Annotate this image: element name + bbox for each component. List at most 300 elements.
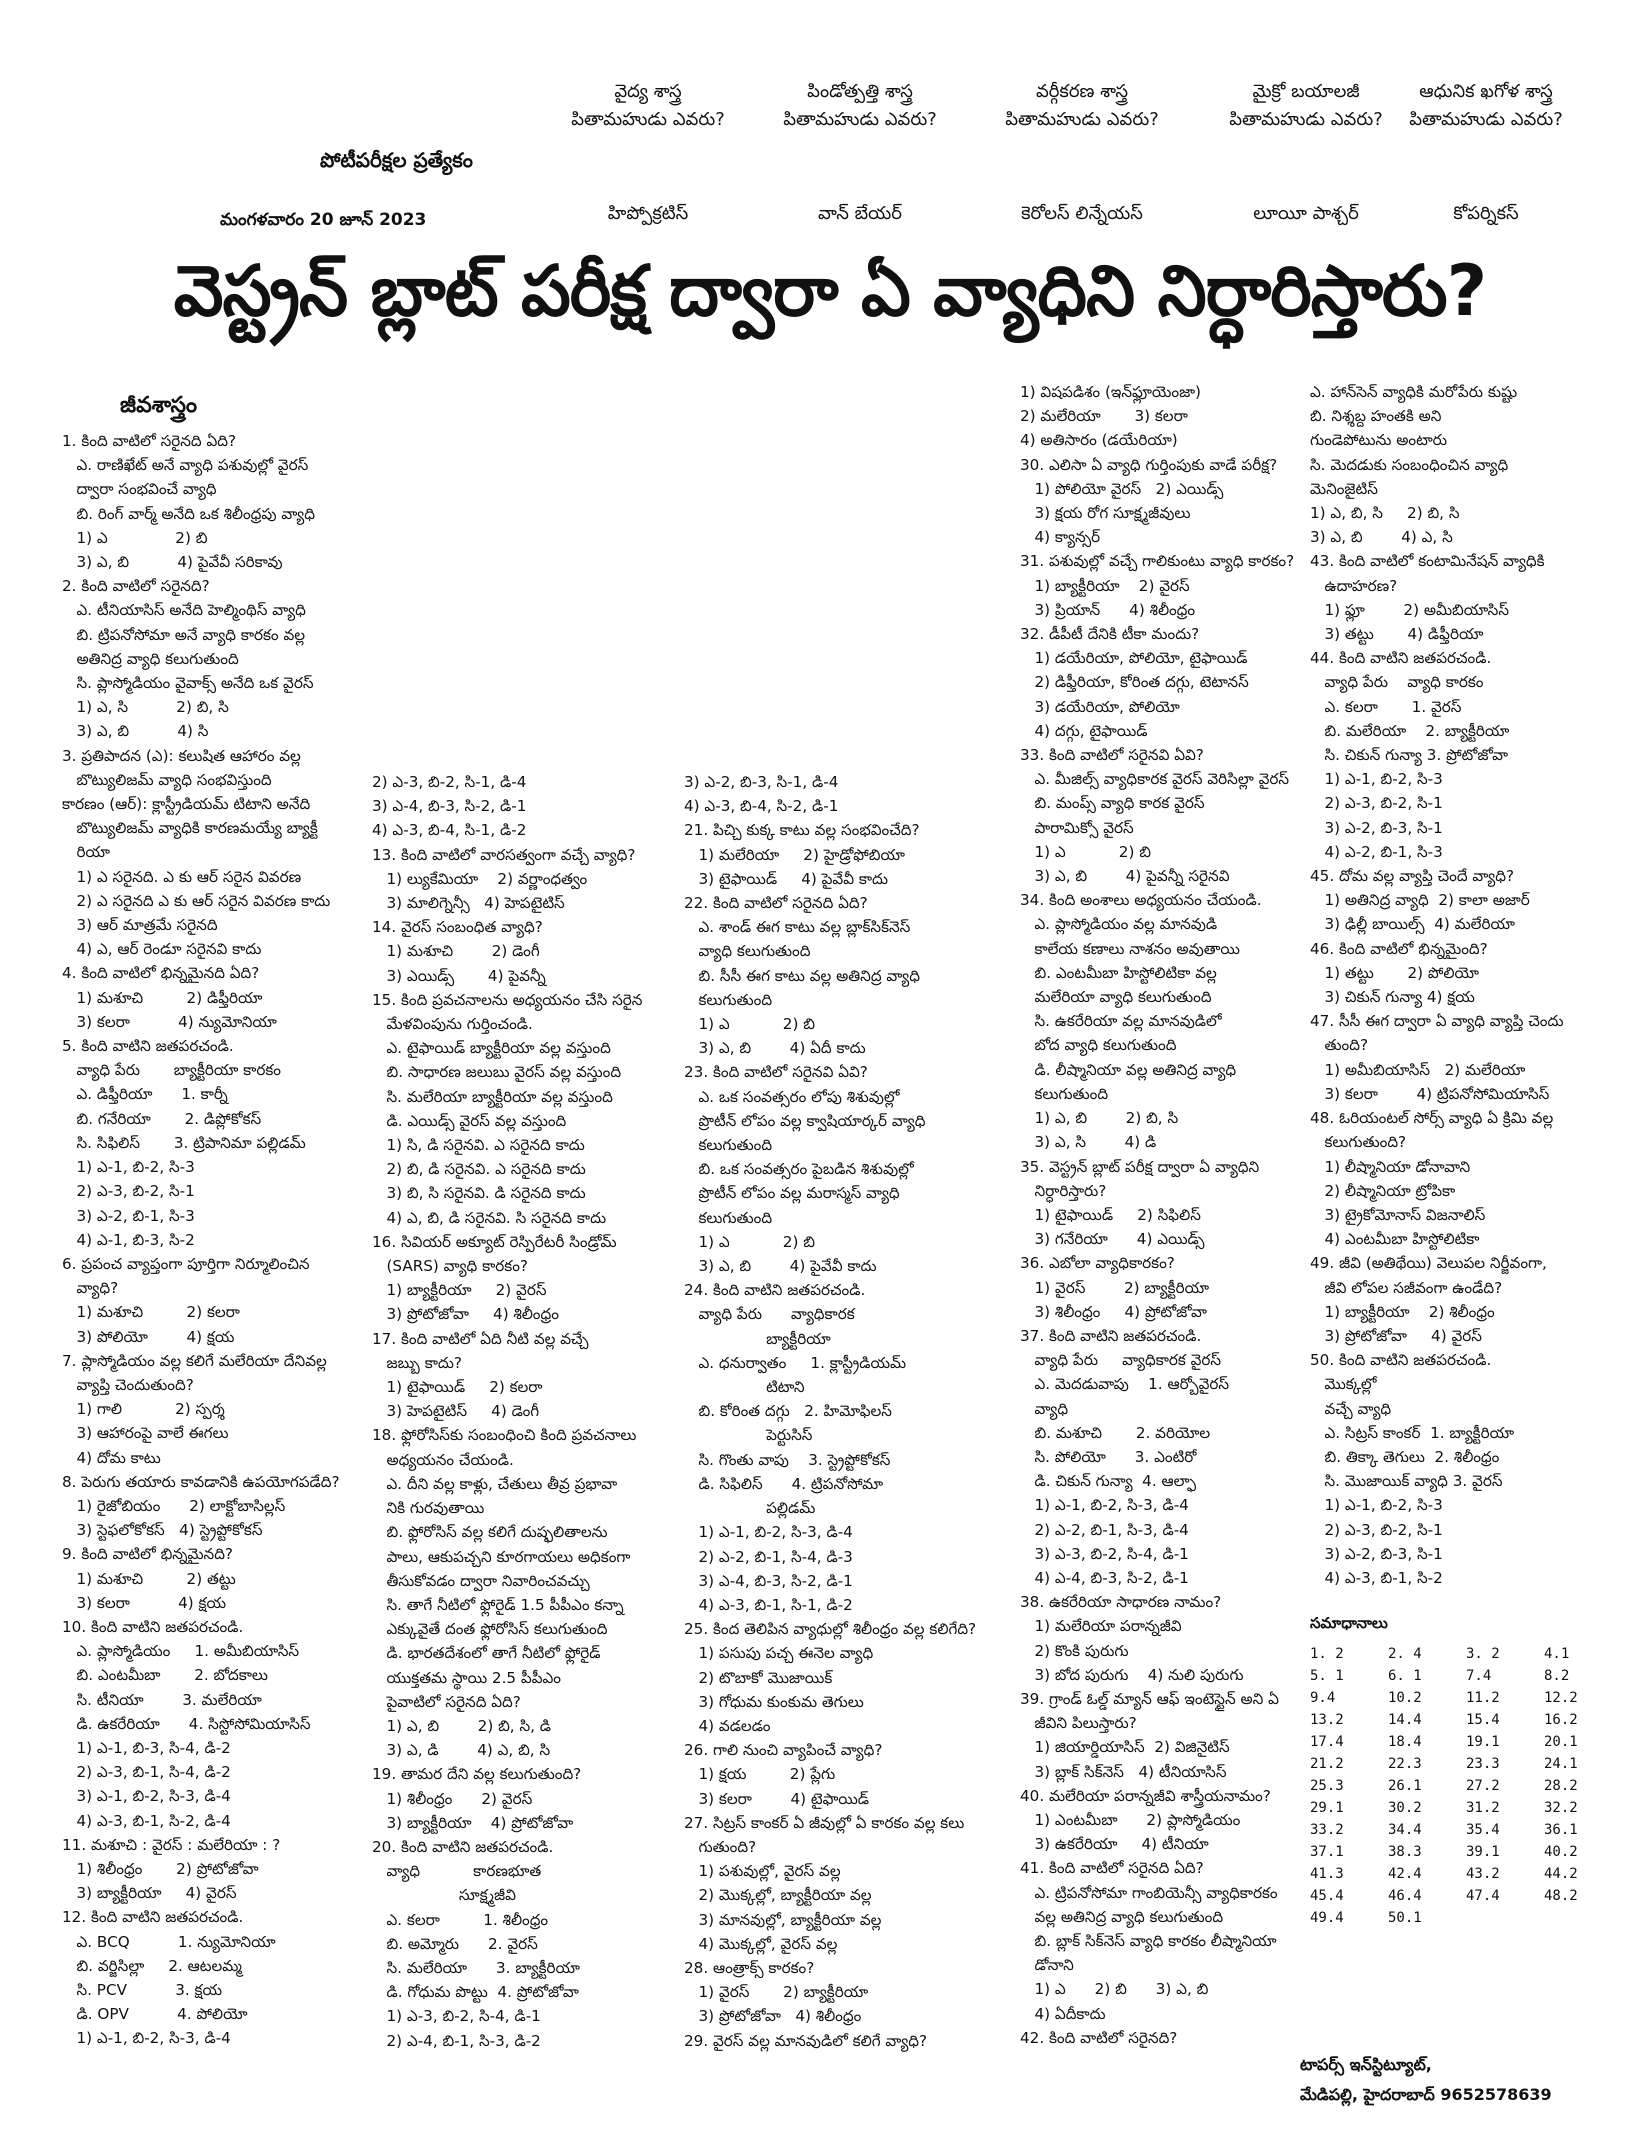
text-line: 1) ఎ 2) బి xyxy=(1020,842,1151,861)
text-line: 29. వైరస్ వల్ల మానవుడిలో కలిగే వ్యాధి? xyxy=(684,2031,928,2050)
text-line: 2) ఎ-3, బి-2, సి-1 xyxy=(1310,794,1443,813)
text-line: 1) అతినిద్ర వ్యాధి 2) కాలా అజార్ xyxy=(1310,891,1530,910)
text-line: 2) డిఫ్తీరియా, కోరింత దగ్గు, టెటానస్ xyxy=(1020,673,1249,692)
quiz-question-line: పితామహుడు ఎవరు? xyxy=(1229,109,1383,130)
text-line: 12. కింది వాటిని జతపరచండి. xyxy=(62,1908,244,1927)
text-line: పల్లిడమ్ xyxy=(684,1499,816,1518)
text-line: 3) ట్రైకోమోనాస్ విజనాలిస్ xyxy=(1310,1205,1486,1224)
text-line: 3) ఎ, డి 4) ఎ, బి, సి xyxy=(372,1741,551,1760)
text-line: బి. మలేరియా 2. బ్యాక్టీరియా xyxy=(1310,721,1510,740)
text-line: 3) ఎ, బి 4) పైవన్నీ సరైనవి xyxy=(1020,867,1230,886)
answer-item: 21.2 xyxy=(1310,1756,1344,1772)
text-line: ఎ. ఒక సంవత్సరం లోపు శిశువుల్లో xyxy=(684,1087,900,1106)
text-line: 23. కింది వాటిలో సరైనవి ఏవి? xyxy=(684,1063,868,1082)
text-line: 4) క్యాన్సర్ xyxy=(1020,528,1101,547)
text-line: 3) ప్రోటోజోవా 4) శిలీంధ్రం xyxy=(372,1305,559,1324)
text-line: ఎ. కలరా 1. వైరస్ xyxy=(1310,697,1462,716)
answer-item: 45.4 xyxy=(1310,1888,1344,1904)
text-line: 2) ఎ-3, బి-2, సి-1, డి-4 xyxy=(372,773,527,791)
text-line: 8. పెరుగు తయారు కావడానికి ఉపయోగపడేది? xyxy=(62,1472,340,1491)
text-line: బి. మంప్స్ వ్యాధి కారక వైరస్ xyxy=(1020,794,1205,813)
text-line: 3) ఆహారంపై వాలే ఈగలు xyxy=(62,1424,229,1443)
text-line: 4) ఏదీకాదు xyxy=(1020,2004,1106,2023)
text-line: 4) ఎ-3, బి-4, సి-2, డి-1 xyxy=(684,797,839,816)
answer-item: 18.4 xyxy=(1388,1734,1422,1750)
text-line: 36. ఎబోలా వ్యాధికారకం? xyxy=(1020,1254,1175,1273)
text-line: 1) మశూచి 2) కలరా xyxy=(62,1303,240,1322)
answer-item: 39.1 xyxy=(1466,1844,1500,1860)
answer-item: 14.4 xyxy=(1388,1712,1422,1728)
text-line: 3) మాలిగ్నెన్సీ 4) హెపటైటిస్ xyxy=(372,894,565,913)
text-line: 3) బ్లాక్ సిక్‌నెస్ 4) టీనియాసిస్ xyxy=(1020,1762,1227,1781)
text-line: 2. కింది వాటిలో సరైనది? xyxy=(62,577,210,596)
answer-item: 33.2 xyxy=(1310,1822,1344,1838)
text-line: 3) ఎ, బి 4) ఏదీ కాదు xyxy=(684,1039,866,1058)
answer-item: 11.2 xyxy=(1466,1690,1500,1706)
text-line: 1) ఎ-3, బి-2, సి-4, డి-1 xyxy=(372,2007,541,2026)
text-line: 1) ఫ్లూ 2) అమీబియాసిస్ xyxy=(1310,600,1510,619)
text-line: 2) కొంకి పురుగు xyxy=(1020,1641,1129,1660)
text-line: వ్యాధి xyxy=(1020,1399,1069,1418)
quiz-question-line: పితామహుడు ఎవరు? xyxy=(571,109,725,130)
answer-item: 3. 2 xyxy=(1466,1646,1500,1662)
text-line: డి. లీష్మానియా వల్ల అతినిద్ర వ్యాధి xyxy=(1020,1060,1237,1079)
text-line: 31. పశువుల్లో వచ్చే గాలికుంటు వ్యాధి కారకం? xyxy=(1020,552,1295,571)
text-line: 4) ఎ-1, బి-3, సి-2 xyxy=(62,1230,195,1249)
text-line: 3) ప్రోటోజోవా 4) శిలీంధ్రం xyxy=(684,2007,862,2026)
text-line: 4) మొక్కల్లో, వైరస్ వల్ల xyxy=(684,1934,838,1953)
text-line: 2) ఎ సరైనది ఎ కు ఆర్ సరైన వివరణ కాదు xyxy=(62,891,331,910)
text-line: 4. కింది వాటిలో భిన్నమైనది ఏది? xyxy=(62,964,260,983)
text-line: నిర్ధారిస్తారు? xyxy=(1020,1181,1107,1200)
text-line: 1) క్షయ 2) ప్లేగు xyxy=(684,1765,836,1784)
credit-location: మేడిపల్లి, హైదరాబాద్ 9652578639 xyxy=(1300,2085,1552,2104)
text-line: 3) చికున్ గున్యా 4) క్షయ xyxy=(1310,988,1475,1007)
text-line: వ్యాధి పేరు వ్యాధి కారకం xyxy=(1310,673,1484,692)
text-line: 4) అతిసారం (డయేరియా) xyxy=(1020,431,1178,450)
text-line: కలుగుతుంది xyxy=(684,1208,773,1227)
text-line: 49. జీవి (అతిథేయి) వెలుపల నిర్జీవంగా, xyxy=(1310,1254,1547,1273)
text-line: సి. ఉకరేరియా వల్ల మానవుడిలో xyxy=(1020,1012,1222,1031)
text-line: ఎ. ప్లాస్మోడియం వల్ల మానవుడి xyxy=(1020,915,1218,934)
text-line: వచ్చే వ్యాధి xyxy=(1310,1399,1392,1418)
text-line: 5. కింది వాటిని జతపరచండి. xyxy=(62,1037,234,1056)
text-line: కలుగుతుంది? xyxy=(1310,1133,1407,1152)
text-line: 3) కలరా 4) ట్రిపనోసోమియాసిస్ xyxy=(1310,1084,1550,1103)
text-line: 14. వైరస్ సంబంధిత వ్యాధి? xyxy=(372,918,543,937)
text-line: 1) ఎ-1, బి-2, సి-3, డి-4 xyxy=(62,2029,231,2048)
text-line: 1) ఎ, బి 2) బి, సి xyxy=(1020,1109,1179,1128)
text-line: ద్వారా సంభవించే వ్యాధి xyxy=(62,480,217,499)
text-line: సి. గొంతు వాపు 3. స్ట్రెప్టోకోకస్ xyxy=(684,1450,891,1469)
text-line: జీవి లోపల సజీవంగా ఉండేది? xyxy=(1310,1278,1503,1297)
answer-item: 38.3 xyxy=(1388,1844,1422,1860)
answer-item: 5. 1 xyxy=(1310,1668,1344,1684)
text-line: 3) ఆర్ మాత్రమే సరైనది xyxy=(62,916,218,935)
text-line: 3) క్షయ రోగ సూక్ష్మజీవులు xyxy=(1020,504,1191,523)
answer-item: 13.2 xyxy=(1310,1712,1344,1728)
text-line: 1) మశూచి 2) తట్టు xyxy=(62,1569,236,1588)
text-line: 4) ఎ-3, బి-1, సి-2 xyxy=(1310,1568,1443,1587)
text-line: బి. గనేరియా 2. డిప్లోకోకస్ xyxy=(62,1109,262,1128)
text-line: 1) తట్టు 2) పోలియో xyxy=(1310,963,1479,982)
quiz-answer: లూయీ పాశ్చర్ xyxy=(1253,203,1359,224)
answer-item: 41.3 xyxy=(1310,1866,1344,1882)
text-column-5 xyxy=(1310,380,1630,1590)
quiz-answer: వాన్ బేయర్ xyxy=(818,203,902,224)
text-line: ఎ. BCQ 1. న్యుమోనియా xyxy=(62,1932,276,1951)
text-line: 3) ఎ-2, బి-3, సి-1 xyxy=(1310,818,1443,837)
text-line: 11. మశూచి : వైరస్ : మలేరియా : ? xyxy=(62,1835,281,1854)
answer-item: 42.4 xyxy=(1388,1866,1422,1882)
answer-item: 1. 2 xyxy=(1310,1646,1344,1662)
text-line: 44. కింది వాటిని జతపరచండి. xyxy=(1310,649,1492,668)
text-line: 3) డయేరియా, పోలియో xyxy=(1020,697,1180,716)
text-line: సి. సిఫిలిస్ 3. ట్రిపానిమా పల్లిడమ్ xyxy=(62,1133,306,1152)
text-line: 1) సి, డి సరైనవి. ఎ సరైనది కాదు xyxy=(372,1136,585,1155)
answer-item: 23.3 xyxy=(1466,1756,1500,1772)
text-line: ఎ. కలరా 1. శిలీంధ్రం xyxy=(372,1910,549,1929)
text-line: ఎ. రాణిఖేట్ అనే వ్యాధి పశువుల్లో వైరస్ xyxy=(62,456,309,475)
quiz-question-line: పితామహుడు ఎవరు? xyxy=(1005,109,1159,130)
text-line: బి. రింగ్ వార్మ్ అనేది ఒక శిలీంధ్రపు వ్యాధి xyxy=(62,504,315,523)
header-label: పోటీపరీక్షల ప్రత్యేకం xyxy=(320,148,473,172)
text-line: 1) లీష్మానియా డోనావాని xyxy=(1310,1157,1471,1176)
text-line: అధ్యయనం చేయండి. xyxy=(372,1450,514,1469)
text-line: 3) శిలీంధ్రం 4) ప్రోటోజోవా xyxy=(1020,1302,1207,1321)
text-line: 10. కింది వాటిని జతపరచండి. xyxy=(62,1617,244,1636)
answer-item: 49.4 xyxy=(1310,1910,1344,1926)
text-line: 1) టైఫాయిడ్ 2) సిఫిలిస్ xyxy=(1020,1205,1201,1224)
text-line: బి. ఫ్లోరోసిస్ వల్ల కలిగే దుష్ఫలితాలను xyxy=(372,1523,608,1542)
text-line: 3) ఎ-1, బి-2, సి-3, డి-4 xyxy=(62,1787,231,1806)
text-line: పారామిక్సో వైరస్ xyxy=(1020,818,1134,837)
text-line: 17. కింది వాటిలో ఏది నీటి వల్ల వచ్చే xyxy=(372,1329,589,1348)
text-line: 1) మలేరియా 2) హైడ్రోఫోబియా xyxy=(684,845,905,864)
text-line: వ్యాధి పేరు బ్యాక్టీరియా కారకం xyxy=(62,1061,281,1080)
text-line: బి. ఎంటమీబా హిస్టోలిటికా వల్ల xyxy=(1020,963,1217,982)
text-column-1 xyxy=(62,429,382,2051)
text-line: 3) గోధుమ కుంకుమ తెగులు xyxy=(684,1692,864,1711)
text-line: కారణం (ఆర్): క్లాస్ట్రీడియమ్ టిటాని అనేది xyxy=(62,795,311,814)
quiz-box-5 xyxy=(1386,78,1586,228)
text-line: 3) మానవుల్లో, బ్యాక్టీరియా వల్ల xyxy=(684,1910,882,1929)
text-line: 4) ఎ-4, బి-3, సి-2, డి-1 xyxy=(1020,1568,1189,1587)
text-line: 1) శిలీంధ్రం 2) వైరస్ xyxy=(372,1789,533,1808)
answer-item: 12.2 xyxy=(1544,1690,1578,1706)
credit-institute: టాపర్స్ ఇన్‌స్టిట్యూట్, xyxy=(1300,2055,1432,2074)
text-line: 41. కింది వాటిలో సరైనది ఏది? xyxy=(1020,1859,1204,1878)
text-column-3 xyxy=(684,770,1004,2053)
text-line: ఎ. దీని వల్ల కాళ్లు, చేతులు తీవ్ర ప్రభావా xyxy=(372,1474,618,1493)
text-line: 1. కింది వాటిలో సరైనది ఏది? xyxy=(62,432,237,450)
text-line: బి. తిక్కా తెగులు 2. శిలీంధ్రం xyxy=(1310,1447,1500,1466)
text-line: 1) బ్యాక్టీరియా 2) శిలీంధ్రం xyxy=(1310,1302,1495,1321)
text-line: 3. ప్రతిపాదన (ఎ): కలుషిత ఆహారం వల్ల xyxy=(62,746,301,765)
text-line: 28. ఆంత్రాక్స్ కారకం? xyxy=(684,1958,815,1977)
answer-item: 35.4 xyxy=(1466,1822,1500,1838)
text-line: బ్యాక్టీరియా xyxy=(684,1329,831,1348)
text-line: 45. దోమ వల్ల వ్యాప్తి చెందే వ్యాధి? xyxy=(1310,867,1515,886)
text-line: జీవిని పిలుస్తారు? xyxy=(1020,1714,1137,1733)
text-line: 2) ఎ-3, బి-2, సి-1 xyxy=(1310,1520,1443,1539)
text-line: 1) పసుపు పచ్చ ఈనెల వ్యాధి xyxy=(684,1644,874,1663)
text-line: ప్రొటీన్ లోపం వల్ల క్వాషియార్కర్ వ్యాధి xyxy=(684,1111,926,1130)
text-line: 4) ఎ-3, బి-4, సి-1, డి-2 xyxy=(372,821,527,840)
text-line: సి. ప్లాస్మోడియం వైవాక్స్ అనేది ఒక వైరస్ xyxy=(62,674,314,693)
text-line: మొక్కల్లో xyxy=(1310,1375,1377,1394)
text-line: బి. కోరింత దగ్గు 2. హిమోఫిలస్ xyxy=(684,1402,892,1421)
credit xyxy=(1300,2050,1552,2110)
text-line: 4) దోమ కాటు xyxy=(62,1448,161,1467)
text-line: 2) మలేరియా 3) కలరా xyxy=(1020,407,1188,426)
text-line: 3) ప్రియాన్ 4) శిలీంధ్రం xyxy=(1020,600,1196,619)
text-line: 26. గాలి నుంచి వ్యాపించే వ్యాధి? xyxy=(684,1741,883,1760)
text-line: నికి గురవుతాయి xyxy=(372,1499,485,1518)
text-line: ఎ. మెదడువాపు 1. ఆర్బోవైరస్ xyxy=(1020,1375,1230,1394)
text-line: డోనాని xyxy=(1020,1956,1074,1975)
text-line: మెనింజైటిస్ xyxy=(1310,479,1378,498)
text-line: కలుగుతుంది xyxy=(1020,1084,1109,1103)
text-line: బి. అమ్మోరు 2. వైరస్ xyxy=(372,1934,538,1953)
text-line: 1) ఎ 2) బి xyxy=(684,1232,815,1251)
text-line: మేళవింపును గుర్తించండి. xyxy=(372,1015,533,1034)
answer-item: 37.1 xyxy=(1310,1844,1344,1860)
text-line: 20. కింది వాటిని జతపరచండి. xyxy=(372,1837,554,1856)
quiz-question-line: వైద్య శాస్త్ర xyxy=(614,81,682,102)
text-line: సి. మొజాయిక్ వ్యాధి 3. వైరస్ xyxy=(1310,1472,1503,1491)
text-line: బి. బ్లాక్ సిక్‌నెస్ వ్యాధి కారకం లీష్మానియా xyxy=(1020,1932,1277,1950)
text-line: వ్యాధి? xyxy=(62,1279,119,1298)
text-line: తుంది? xyxy=(1310,1036,1369,1055)
text-line: సి. పోలియో 3. ఎంటిరో xyxy=(1020,1447,1197,1466)
text-line: 1) శిలీంధ్రం 2) ప్రోటోజోవా xyxy=(62,1859,259,1878)
text-line: ప్రొటీన్ లోపం వల్ల మరాస్మస్ వ్యాధి xyxy=(684,1184,900,1203)
text-line: 1) ఎ-1, బి-2, సి-3 xyxy=(62,1158,195,1177)
text-line: 3) ఎ-2, బి-1, సి-3 xyxy=(62,1206,195,1225)
text-line: 18. ఫ్లోరోసిస్‌కు సంబంధించి కింది ప్రవచనాలు xyxy=(372,1426,637,1445)
text-line: వల్ల అతినిద్ర వ్యాధి కలుగుతుంది xyxy=(1020,1907,1224,1926)
answer-item: 24.1 xyxy=(1544,1756,1578,1772)
answer-item: 26.1 xyxy=(1388,1778,1422,1794)
text-line: బొట్యులిజమ్ వ్యాధి సంభవిస్తుంది xyxy=(62,770,272,789)
text-line: 4) ఎ, ఆర్ రెండూ సరైనవి కాదు xyxy=(62,940,262,959)
text-line: ఎ. ప్లాస్మోడియం 1. అమీబియాసిస్ xyxy=(62,1642,300,1661)
text-line: 3) ఎ-2, బి-3, సి-1 xyxy=(1310,1544,1443,1563)
text-line: వ్యాప్తి చెందుతుంది? xyxy=(62,1375,194,1394)
quiz-box-2 xyxy=(760,78,960,228)
text-line: 1) ఎ 2) బి xyxy=(62,528,208,547)
text-line: 1) పశువుల్లో, వైరస్ వల్ల xyxy=(684,1862,841,1881)
text-line: 1) వైరస్ 2) బ్యాక్టీరియా xyxy=(1020,1278,1209,1297)
text-line: 1) ఎంటమీబా 2) ప్లాస్మోడియం xyxy=(1020,1810,1241,1829)
text-line: బి. నిశ్శబ్ద హంతకి అని xyxy=(1310,407,1442,426)
answer-item: 8.2 xyxy=(1544,1668,1570,1684)
text-line: 21. పిచ్చి కుక్క కాటు వల్ల సంభవించేది? xyxy=(684,821,920,840)
text-line: 1) ల్యుకేమియా 2) వర్ణాంధత్వం xyxy=(372,869,588,888)
text-line: 3) టైఫాయిడ్ 4) పైవేవీ కాదు xyxy=(684,869,888,888)
text-line: 3) ఎ-4, బి-3, సి-2, డి-1 xyxy=(684,1571,853,1590)
answer-item: 7.4 xyxy=(1466,1668,1492,1684)
text-line: 42. కింది వాటిలో సరైనది? xyxy=(1020,2028,1178,2047)
text-line: బి. సీసీ ఈగ కాటు వల్ల అతినిద్ర వ్యాధి xyxy=(684,966,920,985)
answer-item: 17.4 xyxy=(1310,1734,1344,1750)
text-line: 1) జియార్డియాసిస్ 2) విజినైటిస్ xyxy=(1020,1738,1230,1757)
text-line: 1) గాలి 2) స్పర్శ xyxy=(62,1400,225,1419)
text-line: 3) ఎ, బి 4) సి xyxy=(62,722,209,741)
text-line: 2) ఎ-3, బి-1, సి-4, డి-2 xyxy=(62,1763,231,1782)
text-line: 37. కింది వాటిని జతపరచండి. xyxy=(1020,1326,1202,1345)
text-line: 47. సీసీ ఈగ ద్వారా ఏ వ్యాధి వ్యాప్తి చెందు xyxy=(1310,1012,1564,1031)
text-line: 1) బ్యాక్టీరియా 2) వైరస్ xyxy=(372,1281,547,1300)
text-line: 2) ఎ-2, బి-1, సి-4, డి-3 xyxy=(684,1547,853,1566)
text-line: 1) ఎ-1, బి-2, సి-3 xyxy=(1310,1496,1443,1515)
text-line: ఉదాహరణ? xyxy=(1310,576,1398,595)
quiz-question-line: ఆధునిక ఖగోళ శాస్త్ర xyxy=(1419,81,1553,102)
text-line: ఎ. టీనియాసిస్ అనేది హెల్మింథిస్ వ్యాధి xyxy=(62,601,306,620)
text-line: 39. గ్రాండ్ ఓల్డ్ మ్యాన్ ఆఫ్ ఇంటెస్టైన్ అని ఏ xyxy=(1020,1689,1279,1708)
text-line: ఎ. ధనుర్వాతం 1. క్లాస్ట్రీడియమ్ xyxy=(684,1353,907,1372)
text-line: బి. ఒక సంవత్సరం పైబడిన శిశువుల్లో xyxy=(684,1160,914,1179)
answer-item: 16.2 xyxy=(1544,1712,1578,1728)
quiz-box-3 xyxy=(982,78,1182,228)
text-line: 9. కింది వాటిలో భిన్నమైనది? xyxy=(62,1545,233,1564)
text-line: సి. చికున్ గున్యా 3. ప్రోటోజోవా xyxy=(1310,746,1509,765)
answer-item: 4.1 xyxy=(1544,1646,1570,1662)
text-line: 3) ఎ-3, బి-2, సి-4, డి-1 xyxy=(1020,1544,1189,1563)
text-line: కాలేయ కణాలు నాశనం అవుతాయి xyxy=(1020,939,1240,958)
answer-item: 43.2 xyxy=(1466,1866,1500,1882)
text-line: 3) ఉకరేరియా 4) టీనియా xyxy=(1020,1835,1209,1854)
text-line: 1) ఎ 2) బి 3) ఎ, బి xyxy=(1020,1980,1209,1999)
quiz-question-line: పితామహుడు ఎవరు? xyxy=(1409,109,1563,130)
text-line: 1) మలేరియా పరాన్నజీవి xyxy=(1020,1617,1182,1636)
text-line: 6. ప్రపంచ వ్యాప్తంగా పూర్తిగా నిర్మూలించిన xyxy=(62,1254,310,1273)
text-line: 4) వడలడం xyxy=(684,1716,771,1735)
quiz-answer: హిప్పోక్రటిస్ xyxy=(607,203,689,224)
quiz-question-line: మైక్రో బయాలజీ xyxy=(1252,81,1360,102)
text-line: కలుగుతుంది xyxy=(684,1136,773,1155)
text-line: 3) ఎయిడ్స్ 4) పైవన్నీ xyxy=(372,966,546,985)
text-line: రియా xyxy=(62,843,110,862)
answer-item: 27.2 xyxy=(1466,1778,1500,1794)
text-line: 24. కింది వాటిని జతపరచండి. xyxy=(684,1281,866,1300)
text-line: తీసుకోవడం ద్వారా నివారించవచ్చు xyxy=(372,1571,590,1590)
text-line: డి. సిఫిలిస్ 4. ట్రిపనోసోమా xyxy=(684,1474,884,1493)
text-line: ఎ. మీజిల్స్ వ్యాధికారక వైరస్ వెరిసిల్లా వైరస్ xyxy=(1020,770,1290,789)
text-line: 27. సిట్రస్ కాంకర్ ఏ జీవుల్లో ఏ కారకం వల్ల కలు xyxy=(684,1813,965,1832)
text-line: 30. ఎలిసా ఏ వ్యాధి గుర్తింపుకు వాడే పరీక్ష? xyxy=(1020,455,1278,474)
text-line: బి. మశూచి 2. వరియోల xyxy=(1020,1423,1211,1442)
answer-item: 32.2 xyxy=(1544,1800,1578,1816)
text-line: 3) గనేరియా 4) ఎయిడ్స్ xyxy=(1020,1230,1205,1249)
text-line: 2) ఎ-2, బి-1, సి-3, డి-4 xyxy=(1020,1520,1189,1539)
answer-item: 34.4 xyxy=(1388,1822,1422,1838)
answer-item: 40.2 xyxy=(1544,1844,1578,1860)
text-line: ఎ. శాండ్ ఈగ కాటు వల్ల బ్లాక్‌సిక్‌నెస్ xyxy=(684,918,911,937)
text-line: 1) ఎ-1, బి-2, సి-3, డి-4 xyxy=(684,1523,853,1542)
quiz-question-line: వర్గీకరణ శాస్త్ర xyxy=(1035,81,1129,102)
text-line: వ్యాధి కలుగుతుంది xyxy=(684,942,811,961)
headline: వెస్ట్రన్ బ్లాట్ పరీక్ష ద్వారా ఏ వ్యాధిని నిర్ధారిస్తారు? xyxy=(173,250,1487,332)
answer-item: 50.1 xyxy=(1388,1910,1422,1926)
text-line: డి. గోధుమ పొట్టు 4. ప్రోటోజోవా xyxy=(372,1983,579,2002)
text-line: సి. తాగే నీటిలో ఫ్లోరైడ్ 1.5 పీపీఎం కన్నా xyxy=(372,1595,624,1614)
text-line: 2) టొబాకో మొజాయిక్ xyxy=(684,1668,833,1687)
text-line: డి. చికున్ గున్యా 4. ఆల్ఫా xyxy=(1020,1472,1196,1491)
text-line: 33. కింది వాటిలో సరైనవి ఏవి? xyxy=(1020,746,1204,765)
text-line: 13. కింది వాటిలో వారసత్వంగా వచ్చే వ్యాధి? xyxy=(372,845,636,864)
text-line: 4) ఎ-2, బి-1, సి-3 xyxy=(1310,842,1443,861)
text-line: వ్యాధి పేరు వ్యాధికారక xyxy=(684,1305,855,1324)
text-line: 3) పోలియో 4) క్షయ xyxy=(62,1327,235,1346)
text-line: 1) ఎ-1, బి-3, సి-4, డి-2 xyxy=(62,1738,231,1757)
text-column-4 xyxy=(1020,380,1320,2050)
text-line: డి. ఎయిడ్స్ వైరస్ వల్ల వస్తుంది xyxy=(372,1111,567,1130)
text-line: 3) బ్యాక్టీరియా 4) వైరస్ xyxy=(62,1884,237,1903)
answer-item: 10.2 xyxy=(1388,1690,1422,1706)
quiz-box-4 xyxy=(1206,78,1406,228)
text-line: 1) ఎ 2) బి xyxy=(684,1015,815,1034)
text-line: 2) ఎ-4, బి-1, సి-3, డి-2 xyxy=(372,2031,541,2050)
text-line: బి. వర్జిసిల్లా 2. ఆటలమ్మ xyxy=(62,1956,242,1975)
text-line: డి. ఉకరేరియా 4. సిస్టోసోమియాసిస్ xyxy=(62,1714,311,1733)
text-line: 1) ఎ, బి, సి 2) బి, సి xyxy=(1310,504,1460,523)
text-line: 1) రైజోబియం 2) లాక్టోబాసిల్లస్ xyxy=(62,1496,286,1515)
text-line: 1) ఎ సరైనది. ఎ కు ఆర్ సరైన వివరణ xyxy=(62,867,302,886)
text-line: 19. తామర దేని వల్ల కలుగుతుంది? xyxy=(372,1765,582,1784)
text-line: బొట్యులిజమ్ వ్యాధికి కారణమయ్యే బ్యాక్టీ xyxy=(62,819,318,838)
answer-item: 6. 1 xyxy=(1388,1668,1422,1684)
text-line: 38. ఉకరేరియా సాధారణ నామం? xyxy=(1020,1593,1222,1612)
answer-item: 29.1 xyxy=(1310,1800,1344,1816)
answers-title: సమాధానాలు xyxy=(1310,1614,1388,1632)
text-line: 1) డయేరియా, పోలియో, టైఫాయిడ్ xyxy=(1020,649,1248,668)
answer-item: 47.4 xyxy=(1466,1888,1500,1904)
text-line: 22. కింది వాటిలో సరైనది ఏది? xyxy=(684,894,868,913)
answer-item: 30.2 xyxy=(1388,1800,1422,1816)
text-line: ఎ. హాన్‌సెన్ వ్యాధికి మరోపేరు కుష్టు xyxy=(1310,383,1518,401)
text-line: 3) కలరా 4) క్షయ xyxy=(62,1593,226,1612)
text-line: 1) ఎ-1, బి-2, సి-3 xyxy=(1310,770,1443,789)
text-line: గుండెపోటును అంటారు xyxy=(1310,431,1447,450)
text-line: 48. ఓరియంటల్ సోర్స్ వ్యాధి ఏ క్రిమి వల్ల xyxy=(1310,1109,1554,1128)
text-line: 40. మలేరియా పరాన్నజీవి శాస్త్రీయనామం? xyxy=(1020,1786,1271,1805)
answer-item: 31.2 xyxy=(1466,1800,1500,1816)
text-line: సి. మలేరియా బ్యాక్టీరియా వల్ల వస్తుంది xyxy=(372,1087,613,1106)
text-line: 3) ఎ, బి 4) ఎ, సి xyxy=(1310,528,1453,547)
text-line: వ్యాధి పేరు వ్యాధికారక వైరస్ xyxy=(1020,1351,1222,1370)
text-line: 16. సివియర్ అక్యూట్ రెస్పిరేటరీ సిండ్రోమ్ xyxy=(372,1232,617,1251)
header-date: మంగళవారం 20 జూన్ 2023 xyxy=(220,210,427,230)
text-line: 3) ఎ-4, బి-3, సి-2, డి-1 xyxy=(372,797,527,816)
answer-item: 25.3 xyxy=(1310,1778,1344,1794)
text-line: బి. సాధారణ జలుబు వైరస్ వల్ల వస్తుంది xyxy=(372,1063,622,1082)
text-line: 3) ఎ, బి 4) పైవేవీ సరికావు xyxy=(62,553,283,572)
answer-item: 9.4 xyxy=(1310,1690,1336,1706)
quiz-question-line: పిండోత్పత్తి శాస్త్ర xyxy=(807,81,913,102)
answer-item: 22.3 xyxy=(1388,1756,1422,1772)
text-line: 3) బి, సి సరైనవి. డి సరైనది కాదు xyxy=(372,1184,586,1203)
quiz-question-line: పితామహుడు ఎవరు? xyxy=(783,109,937,130)
text-line: 4) ఎ-3, బి-1, సి-2, డి-4 xyxy=(62,1811,231,1830)
text-line: 15. కింది ప్రవచనాలను అధ్యయనం చేసి సరైన xyxy=(372,990,643,1009)
text-column-2 xyxy=(372,770,672,2053)
text-line: 1) పోలియో వైరస్ 2) ఎయిడ్స్ xyxy=(1020,479,1224,498)
text-line: 1) బ్యాక్టీరియా 2) వైరస్ xyxy=(1020,576,1190,595)
answer-item: 15.4 xyxy=(1466,1712,1500,1728)
text-line: సి. టీనియా 3. మలేరియా xyxy=(62,1690,262,1709)
